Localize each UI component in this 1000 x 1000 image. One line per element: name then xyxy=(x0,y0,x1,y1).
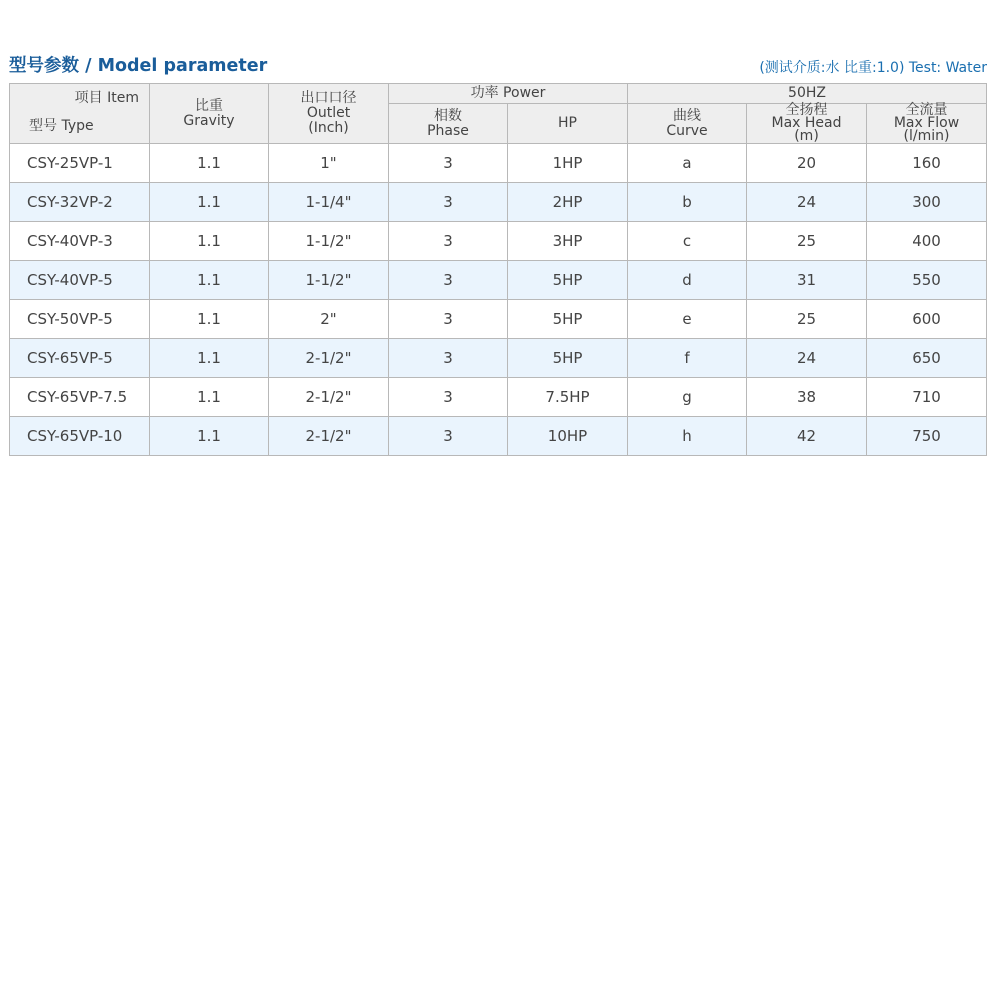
phase-cell: 3 xyxy=(389,261,508,300)
hp-cell: 5HP xyxy=(508,339,628,378)
gravity-cell: 1.1 xyxy=(150,144,269,183)
outlet-cell: 1" xyxy=(269,144,389,183)
curve-cell: d xyxy=(628,261,747,300)
gravity-cell: 1.1 xyxy=(150,222,269,261)
model-cell: CSY-25VP-1 xyxy=(10,144,150,183)
gravity-header-en: Gravity xyxy=(183,112,235,129)
max-flow-cell: 160 xyxy=(867,144,987,183)
phase-cell: 3 xyxy=(389,417,508,456)
table-row xyxy=(10,183,987,222)
model-cell: CSY-65VP-10 xyxy=(10,417,150,456)
max-flow-cell: 600 xyxy=(867,300,987,339)
max-head-cell: 38 xyxy=(747,378,867,417)
max-head-cell: 24 xyxy=(747,183,867,222)
gravity-cell: 1.1 xyxy=(150,417,269,456)
outlet-cell: 2-1/2" xyxy=(269,378,389,417)
hp-cell: 10HP xyxy=(508,417,628,456)
curve-cell: f xyxy=(628,339,747,378)
table-header xyxy=(10,84,987,144)
phase-cell: 3 xyxy=(389,339,508,378)
hp-cell: 1HP xyxy=(508,144,628,183)
max-head-cell: 31 xyxy=(747,261,867,300)
table-row xyxy=(10,222,987,261)
model-cell: CSY-32VP-2 xyxy=(10,183,150,222)
max-head-header-cn: 全扬程 xyxy=(785,102,828,118)
table-row xyxy=(10,339,987,378)
outlet-cell: 1-1/4" xyxy=(269,183,389,222)
outlet-cell: 1-1/2" xyxy=(269,222,389,261)
max-head-cell: 25 xyxy=(747,222,867,261)
phase-header-cn: 相数 xyxy=(434,107,462,124)
phase-cell: 3 xyxy=(389,183,508,222)
item-header-label: 项目 Item xyxy=(74,90,139,106)
outlet-cell: 2" xyxy=(269,300,389,339)
max-flow-header xyxy=(867,104,987,144)
max-flow-cell: 650 xyxy=(867,339,987,378)
gravity-header xyxy=(150,84,269,144)
max-head-cell: 42 xyxy=(747,417,867,456)
max-head-header-en: Max Head xyxy=(771,115,842,131)
model-cell: CSY-65VP-7.5 xyxy=(10,378,150,417)
phase-cell: 3 xyxy=(389,300,508,339)
phase-cell: 3 xyxy=(389,144,508,183)
phase-cell: 3 xyxy=(389,222,508,261)
model-cell: CSY-40VP-3 xyxy=(10,222,150,261)
power-group-header: 功率 Power xyxy=(389,84,628,104)
table-row xyxy=(10,261,987,300)
phase-header-en: Phase xyxy=(427,122,469,139)
table-row xyxy=(10,144,987,183)
gravity-header-cn: 比重 xyxy=(195,97,223,114)
model-cell: CSY-65VP-5 xyxy=(10,339,150,378)
max-flow-cell: 300 xyxy=(867,183,987,222)
hp-cell: 7.5HP xyxy=(508,378,628,417)
gravity-cell: 1.1 xyxy=(150,183,269,222)
curve-cell: b xyxy=(628,183,747,222)
max-head-cell: 25 xyxy=(747,300,867,339)
table-row xyxy=(10,300,987,339)
model-cell: CSY-40VP-5 xyxy=(10,261,150,300)
hp-header: HP xyxy=(508,104,628,144)
max-head-cell: 20 xyxy=(747,144,867,183)
hp-cell: 5HP xyxy=(508,261,628,300)
max-head-header xyxy=(747,104,867,144)
model-cell: CSY-50VP-5 xyxy=(10,300,150,339)
outlet-header-en: Outlet xyxy=(306,105,351,121)
phase-cell: 3 xyxy=(389,378,508,417)
gravity-cell: 1.1 xyxy=(150,339,269,378)
max-flow-cell: 550 xyxy=(867,261,987,300)
gravity-cell: 1.1 xyxy=(150,300,269,339)
curve-cell: e xyxy=(628,300,747,339)
max-head-header-unit: (m) xyxy=(794,128,819,144)
gravity-cell: 1.1 xyxy=(150,261,269,300)
max-flow-cell: 400 xyxy=(867,222,987,261)
curve-cell: h xyxy=(628,417,747,456)
max-flow-cell: 710 xyxy=(867,378,987,417)
page-title: 型号参数 / Model parameter xyxy=(9,56,268,76)
outlet-header-cn: 出口口径 xyxy=(300,90,357,106)
max-head-cell: 24 xyxy=(747,339,867,378)
outlet-header xyxy=(269,84,389,144)
outlet-header-unit: (Inch) xyxy=(308,120,349,136)
max-flow-cell: 750 xyxy=(867,417,987,456)
outlet-cell: 2-1/2" xyxy=(269,339,389,378)
outlet-cell: 1-1/2" xyxy=(269,261,389,300)
max-flow-header-en: Max Flow xyxy=(893,115,960,131)
curve-cell: g xyxy=(628,378,747,417)
test-medium-note: (测试介质:水 比重:1.0) Test: Water xyxy=(759,60,987,76)
hp-cell: 3HP xyxy=(508,222,628,261)
hp-cell: 2HP xyxy=(508,183,628,222)
type-header-label: 型号 Type xyxy=(29,118,94,134)
table-body xyxy=(10,144,987,456)
max-flow-header-unit: (l/min) xyxy=(903,128,950,144)
curve-header-cn: 曲线 xyxy=(673,107,701,124)
table-row xyxy=(10,378,987,417)
frequency-group-header: 50HZ xyxy=(628,84,987,104)
curve-header xyxy=(628,104,747,144)
phase-header xyxy=(389,104,508,144)
curve-cell: a xyxy=(628,144,747,183)
item-type-header xyxy=(10,84,150,144)
outlet-cell: 2-1/2" xyxy=(269,417,389,456)
max-flow-header-cn: 全流量 xyxy=(905,102,948,118)
curve-cell: c xyxy=(628,222,747,261)
hp-cell: 5HP xyxy=(508,300,628,339)
gravity-cell: 1.1 xyxy=(150,378,269,417)
table-row xyxy=(10,417,987,456)
curve-header-en: Curve xyxy=(666,122,708,139)
model-parameter-table xyxy=(9,83,987,456)
